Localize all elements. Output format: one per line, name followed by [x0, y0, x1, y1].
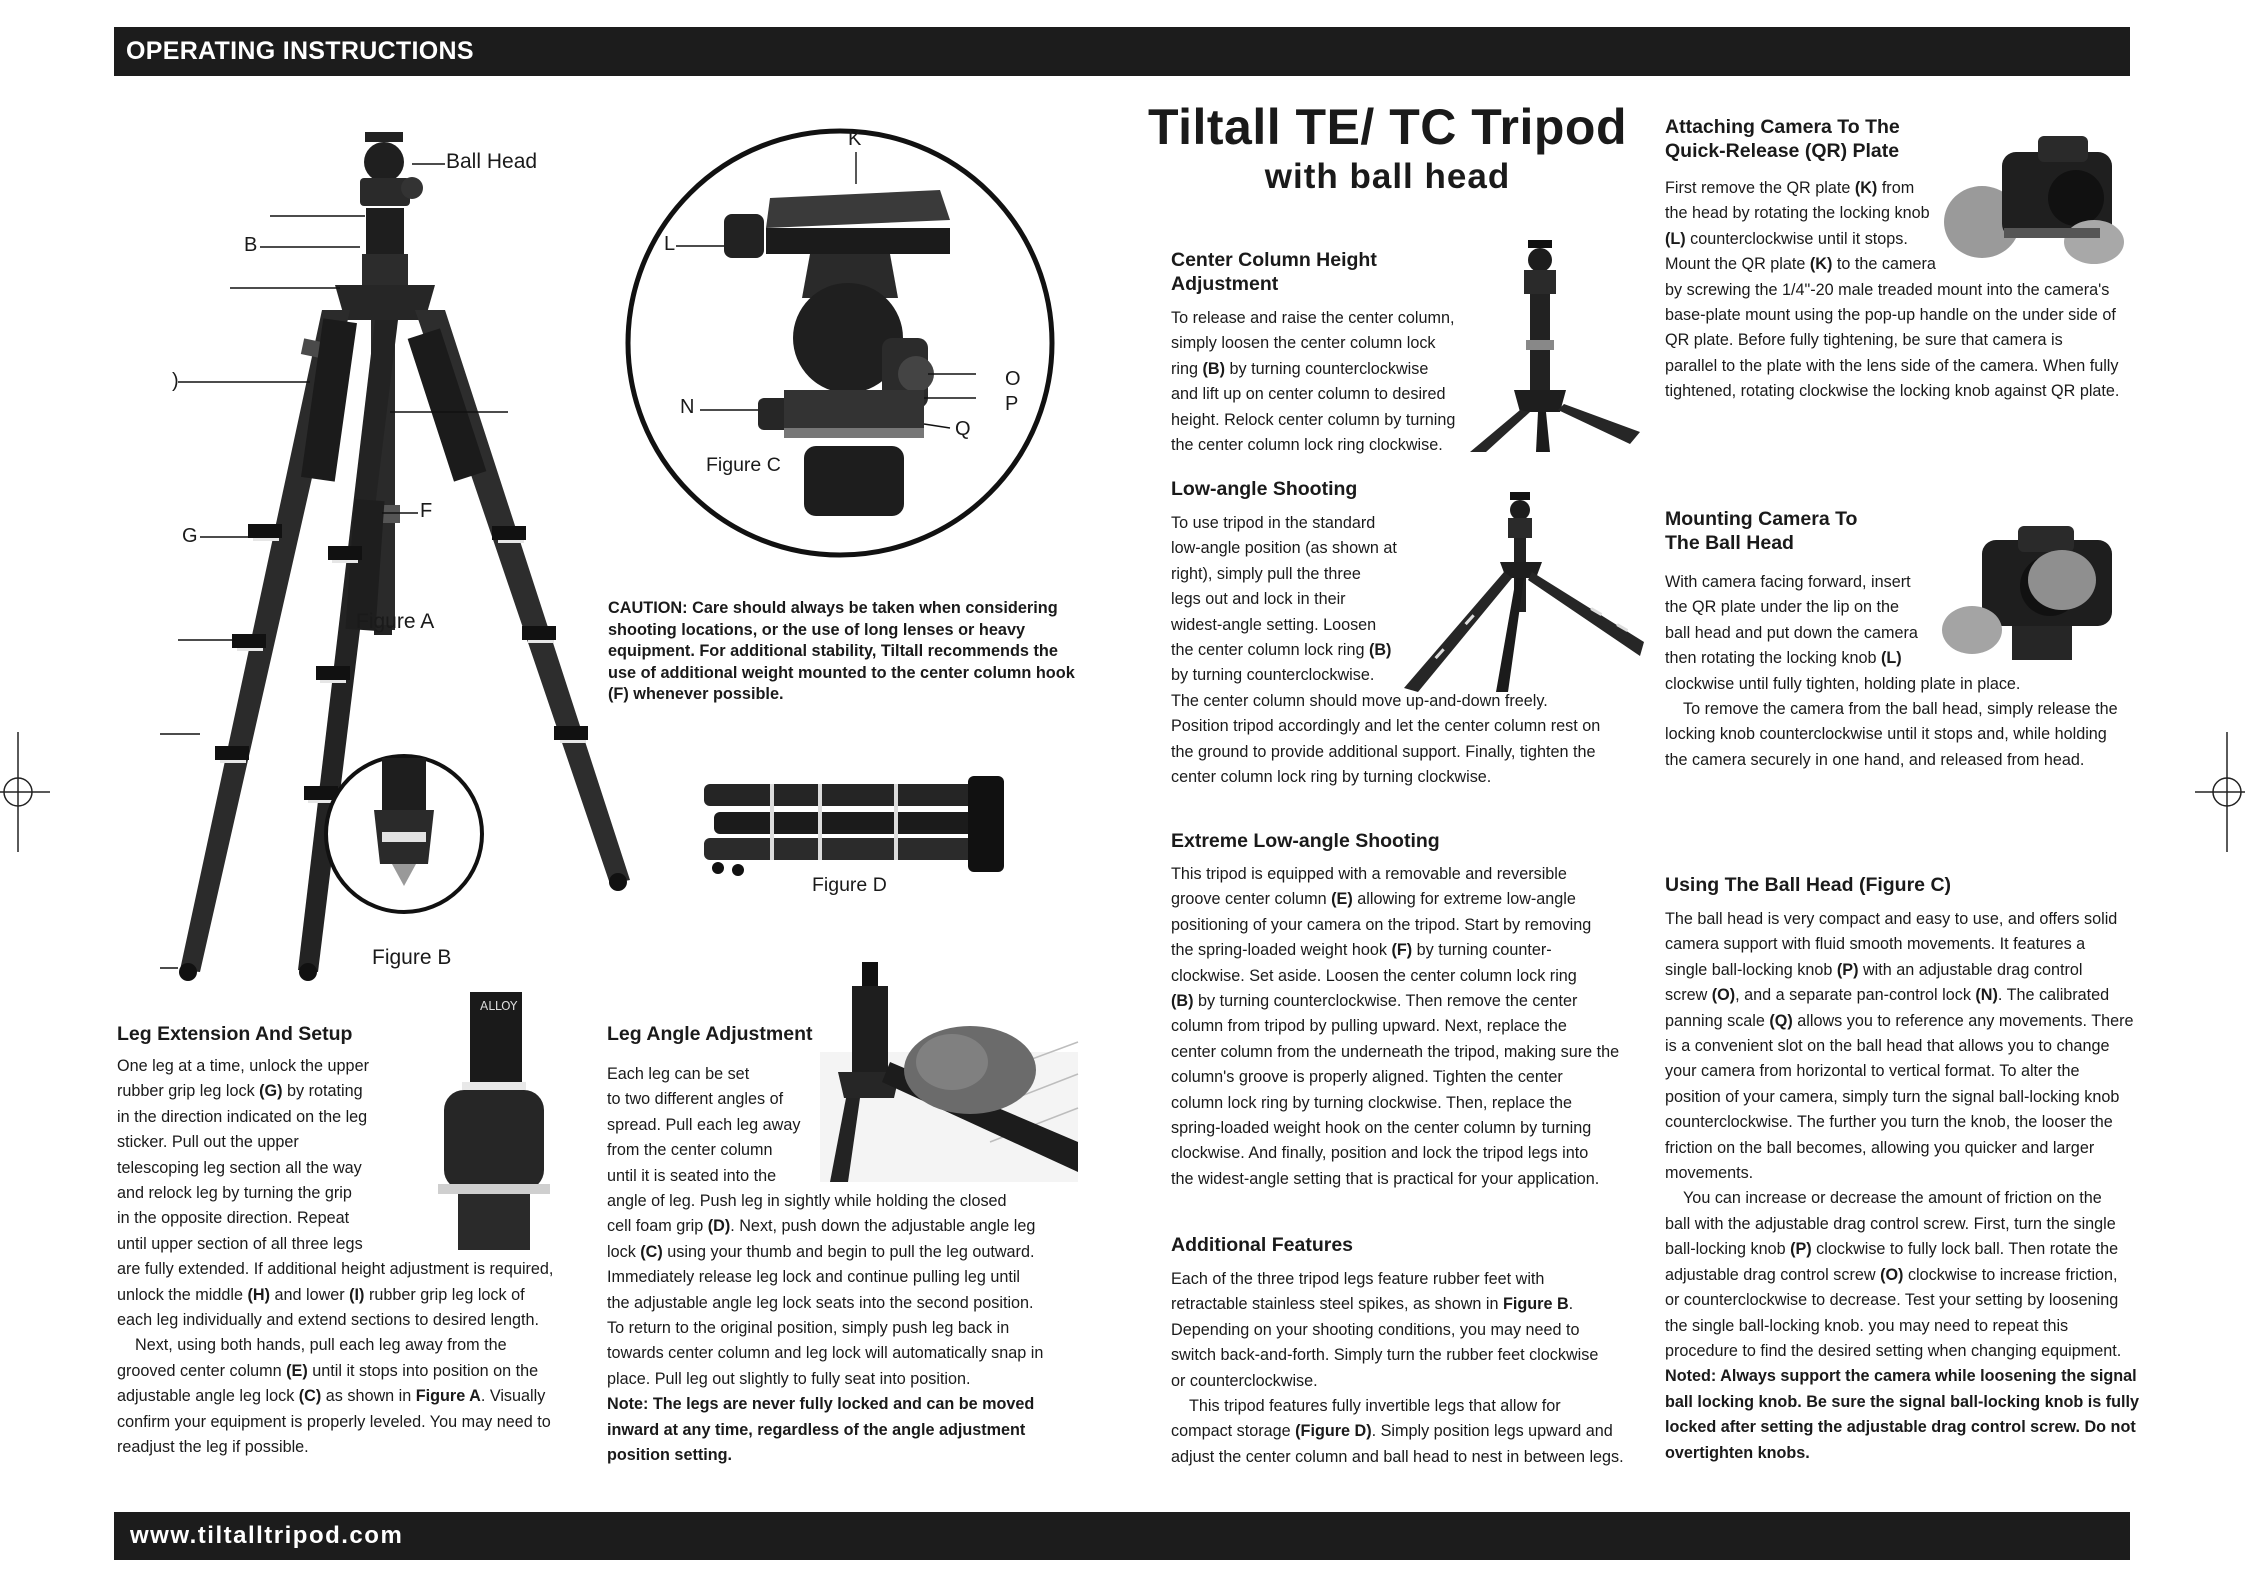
- ball-head-heading: Using The Ball Head (Figure C): [1665, 874, 1952, 896]
- low-angle-body: To use tripod in the standard low-angle position (as shown at right), simply pull the three legs out and lock in their widest-angle setting. Loosen the center column lock ring (B) by turning counterclockwise. The center column should move up-and-down freely. Position tripod accordingly and let the center column rest on the ground to provide additional support. Finally, tighten the center column lock ring by turning clockwise.: [1171, 514, 1601, 787]
- leg-extension-heading: Leg Extension And Setup: [117, 1023, 353, 1045]
- figure-d-caption: Figure D: [812, 874, 887, 896]
- figure-b-caption: Figure B: [372, 946, 452, 969]
- figure-a-label-ball-head: Ball Head: [446, 150, 538, 173]
- page-title: Tiltall TE/ TC Tripod: [1147, 99, 1628, 155]
- figure-c-label-o: O: [1005, 368, 1021, 390]
- registration-mark-left: [0, 732, 50, 852]
- leg-angle-heading: Leg Angle Adjustment: [607, 1023, 813, 1045]
- figure-c-label-n: N: [680, 396, 695, 418]
- figure-c-label-l: L: [664, 233, 676, 255]
- figure-c-label-q: Q: [955, 418, 971, 440]
- figure-c-label-k: K: [848, 128, 862, 150]
- attaching-camera-heading: Attaching Camera To The Quick-Release (QR) Plate: [1665, 116, 1900, 162]
- ball-head-figure-c: [620, 128, 1060, 558]
- figure-a-label-g: G: [182, 525, 198, 547]
- figure-a-label-d: ): [172, 370, 179, 392]
- mounting-camera-heading: Mounting Camera To The Ball Head: [1665, 508, 1858, 554]
- extreme-low-angle-heading: Extreme Low-angle Shooting: [1171, 830, 1440, 852]
- figure-a-label-b: B: [244, 234, 258, 256]
- caution-text: CAUTION: Care should always be taken when considering shooting locations, or the use of long lenses or heavy equipment. For additional stability, Tiltall recommends the use of additional weight mounted to the center column hook (F) whenever possible.: [608, 599, 1075, 703]
- ball-head-body: The ball head is very compact and easy to use, and offers solid camera support with fluid smooth movements. It features a single ball-locking knob (P) with an adjustable drag control screw (O), and a separate pan-control lock (N). The calibrated panning scale (Q) allows you to reference any movements. There is a convenient slot on the ball head that allows you to change your camera from horizontal to vertical format. To alter the position of your camera, simply turn the signal ball-locking knob counterclockwise. The further you turn the knob, the looser the friction on the ball becomes, allowing you quicker and larger movements. You can increase or decrease the amount of friction on the ball with the adjustable drag control screw. First, turn the single ball-locking knob (P) clockwise to fully lock ball. Then rotate the adjustable drag control screw (O) clockwise to increase friction, or counterclockwise to decrease. Test your setting by loosening the single ball-locking knob. you may need to repeat this procedure to find the desired setting when changing equipment. Noted: Always support the camera while loosening the signal ball locking knob. Be sure the signal ball-locking knob is fully locked after setting the adjustable drag control screw. Do not overtighten knobs.: [1665, 910, 2140, 1462]
- additional-features-body: Each of the three tripod legs feature rubber feet with retractable stainless steel spikes, as shown in Figure B. Depending on your shooting conditions, you may need to switch back-and-forth. Simply turn the rubber feet clockwise or counterclockwise. This tripod features fully invertible legs that allow for compact storage (Figure D). Simply position legs upward and adjust the center column and ball head to nest in between legs.: [1171, 1270, 1624, 1466]
- header-bar: [114, 27, 2130, 76]
- center-column-photo: [1470, 240, 1640, 452]
- header-label: OPERATING INSTRUCTIONS: [126, 37, 474, 65]
- center-column-body: To release and raise the center column, simply loosen the center column lock ring (B) by turning counterclockwise and lift up on center column to desired height. Relock center column by turning the center column lock ring clockwise.: [1171, 309, 1456, 455]
- center-column-heading: Center Column Height Adjustment: [1171, 249, 1377, 295]
- low-angle-heading: Low-angle Shooting: [1171, 478, 1358, 500]
- figure-c-caption: Figure C: [706, 454, 781, 476]
- folded-tripod-figure-d: [698, 776, 1008, 876]
- extreme-low-angle-body: This tripod is equipped with a removable and reversible groove center column (E) allowing for extreme low-angle positioning of your camera on the tripod. Start by removing the spring-loaded weight hook (F) by turning counter- clockwise. Set aside. Loosen the center column lock ring (B) by turning counterclockwise. Then remove the center column from tripod by pulling upward. Next, replace the center column from the underneath the tripod, making sure the column's groove is properly aligned. Tighten the center column lock ring by turning clockwise. Then, replace the spring-loaded weight hook on the center column by turning clockwise. And finally, position and lock the tripod legs into the widest-angle setting that is practical for your application.: [1171, 865, 1620, 1188]
- footer-url: www.tiltalltripod.com: [130, 1522, 404, 1549]
- leg-angle-body: Each leg can be set to two different angles of spread. Pull each leg away from the center column until it is seated into the angle of leg. Push leg in sightly while holding the closed cell foam grip (D). Next, push down the adjustable angle leg lock (C) using your thumb and begin to pull the leg outward. Immediately release leg lock and continue pulling leg until the adjustable angle leg lock seats into the second position. To return to the original position, simply push leg back in towards center column and leg lock will automatically snap in place. Pull leg out slightly to fully seat into position. Note: The legs are never fully locked and can be moved inward at any time, regardless of the angle adjustment position setting.: [607, 1065, 1044, 1465]
- attaching-camera-body: First remove the QR plate (K) from the head by rotating the locking knob (L) counterclockwise until it stops. Mount the QR plate (K) to the camera by screwing the 1/4"-20 male treaded mount into the camera's base-plate mount using the pop-up handle on the under side of QR plate. Before fully tightening, be sure that camera is parallel to the plate with the lens side of the camera. When fully tightened, rotating clockwise the locking knob against QR plate.: [1665, 179, 2120, 401]
- figure-a-caption: Figure A: [356, 610, 435, 633]
- foot-figure-b: [322, 752, 486, 916]
- mounting-camera-body: With camera facing forward, insert the QR plate under the lip on the ball head and put down the camera then rotating the locking knob (L) clockwise until fully tighten, holding plate in place. To remove the camera from the ball head, simply release the locking knob counterclockwise until it stops and, while holding the camera securely in one hand, and released from head.: [1665, 573, 2118, 769]
- footer-bar: [114, 1512, 2130, 1560]
- additional-features-heading: Additional Features: [1171, 1234, 1354, 1256]
- figure-a-label-f: F: [420, 500, 433, 522]
- figure-c-label-p: P: [1005, 393, 1019, 415]
- page-subtitle: with ball head: [1264, 157, 1511, 196]
- svg-text:ALLOY: ALLOY: [480, 999, 518, 1013]
- leg-extension-body: One leg at a time, unlock the upper rubber grip leg lock (G) by rotating in the direction indicated on the leg sticker. Pull out the upper telescoping leg section all the way and relock leg by turning the grip in the opposite direction. Repeat until upper section of all three legs are fully extended. If additional height adjustment is required, unlock the middle (H) and lower (I) rubber grip leg lock of each leg individually and extend sections to desired length. Next, using both hands, pull each leg away from the grooved center column (E) until it stops into position on the adjustable angle leg lock (C) as shown in Figure A. Visually confirm your equipment is properly leveled. You may need to readjust the leg if possible.: [117, 1057, 554, 1457]
- registration-mark-right: [2195, 732, 2245, 852]
